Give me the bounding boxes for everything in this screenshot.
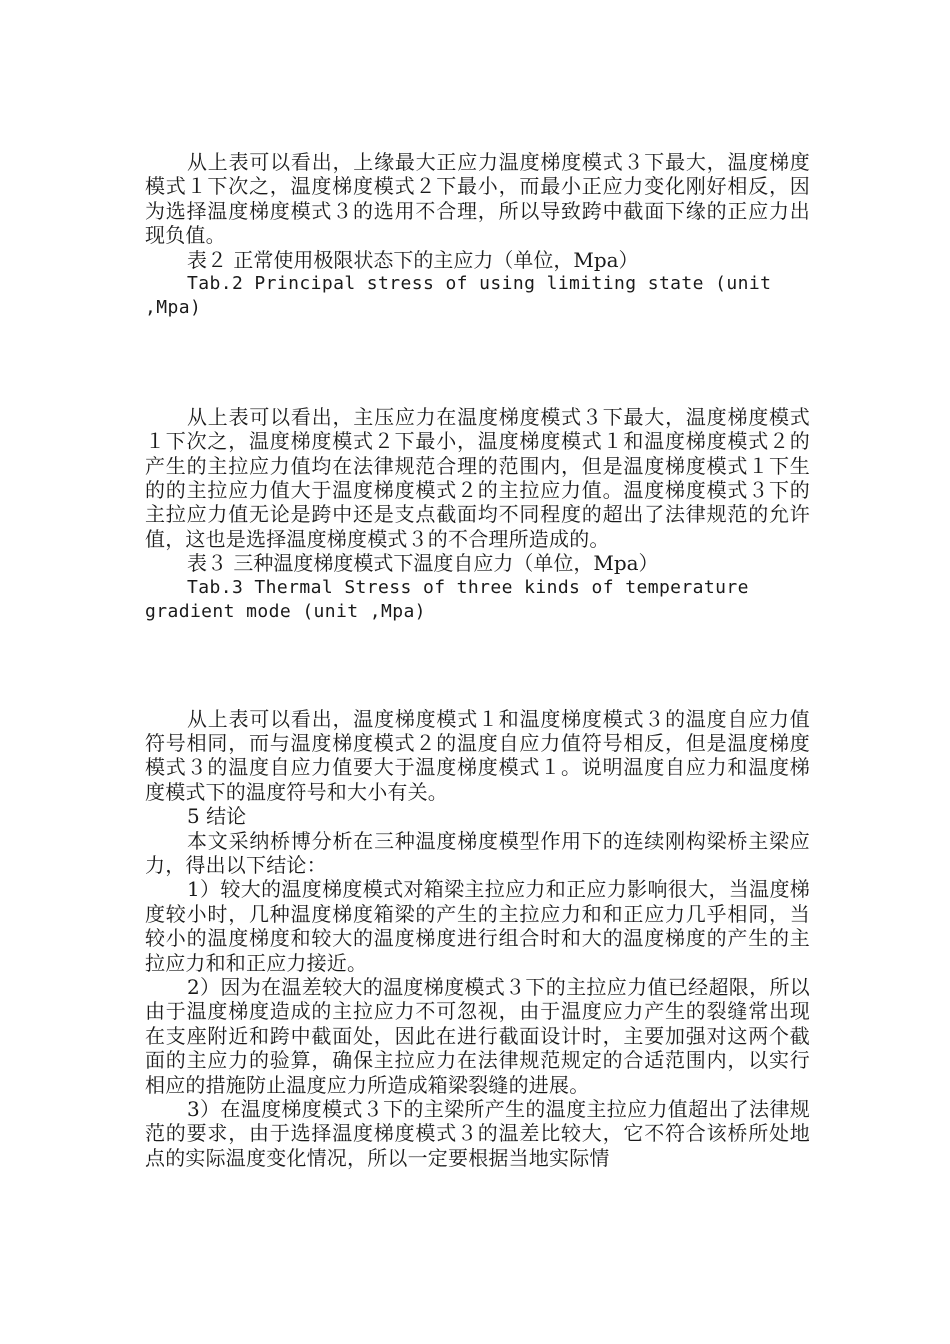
table3-caption-cn: 表３ 三种温度梯度模式下温度自应力（单位，Mpa） xyxy=(187,551,659,576)
paragraph-normal-stress: 从上表可以看出，上缘最大正应力温度梯度模式３下最大，温度梯度模式１下次之，温度梯度模式２下最小，而最小正应力变化刚好相反，因为选择温度梯度模式３的选用不合理，所以导致跨中截面下缘的正应力出现负值。 xyxy=(145,150,810,248)
table3-placeholder xyxy=(145,625,810,707)
table3-caption-en: Tab.3 Thermal Stress of three kinds of temperature gradient mode (unit ,Mpa) xyxy=(145,576,749,623)
paragraph-thermal-stress: 从上表可以看出，温度梯度模式１和温度梯度模式３的温度自应力值符号相同，而与温度梯度模式２的温度自应力值符号相反，但是温度梯度模式３的温度自应力值要大于温度梯度模式１。说明温度自应力和温度梯度模式下的温度符号和大小有关。 xyxy=(145,706,810,804)
conclusion-item-3: 3）在温度梯度模式３下的主梁所产生的温度主拉应力值超出了法律规范的要求，由于选择温度梯度模式３的温差比较大，它不符合该桥所处地点的实际温度变化情况，所以一定要根据当地实际情 xyxy=(145,1097,810,1170)
table2-caption-en: Tab.2 Principal stress of using limiting state (unit ,Mpa) xyxy=(145,273,772,319)
conclusion-item-1: 1）较大的温度梯度模式对箱梁主拉应力和正应力影响很大，当温度梯度较小时，几种温度梯度箱梁的产生的主拉应力和和正应力几乎相同，当较小的温度梯度和较大的温度梯度进行组合时和大的温度梯度的产生的主拉应力和和正应力接近。 xyxy=(145,877,810,975)
document-page xyxy=(145,150,810,1170)
section-heading-conclusion: 5 结论 xyxy=(187,804,247,829)
table2-placeholder xyxy=(145,321,810,405)
paragraph-principal-stress: 从上表可以看出，主压应力在温度梯度模式３下最大，温度梯度模式１下次之，温度梯度模式２下最小，温度梯度模式１和温度梯度模式２的产生的主拉应力值均在法律规范合理的范围内，但是温度梯度模式１下生的的主拉应力值大于温度梯度模式２的主拉应力值。温度梯度模式３下的主拉应力值无论是跨中还是支点截面均不同程度的超出了法律规范的允许值，这也是选择温度梯度模式３的不合理所造成的。 xyxy=(145,404,810,551)
paragraph-conclusion-intro: 本文采纳桥博分析在三种温度梯度模型作用下的连续刚构梁桥主梁应力，得出以下结论： xyxy=(145,828,810,877)
conclusion-item-2: 2）因为在温差较大的温度梯度模式３下的主拉应力值已经超限，所以由于温度梯度造成的主拉应力不可忽视，由于温度应力产生的裂缝常出现在支座附近和跨中截面处，因此在进行截面设计时，主要加强对这两个截面的主应力的验算，确保主拉应力在法律规范规定的合适范围内，以实行相应的措施防止温度应力所造成箱梁裂缝的进展。 xyxy=(145,974,810,1097)
table2-caption-cn: 表２ 正常使用极限状态下的主应力（单位，Mpa） xyxy=(187,247,639,272)
